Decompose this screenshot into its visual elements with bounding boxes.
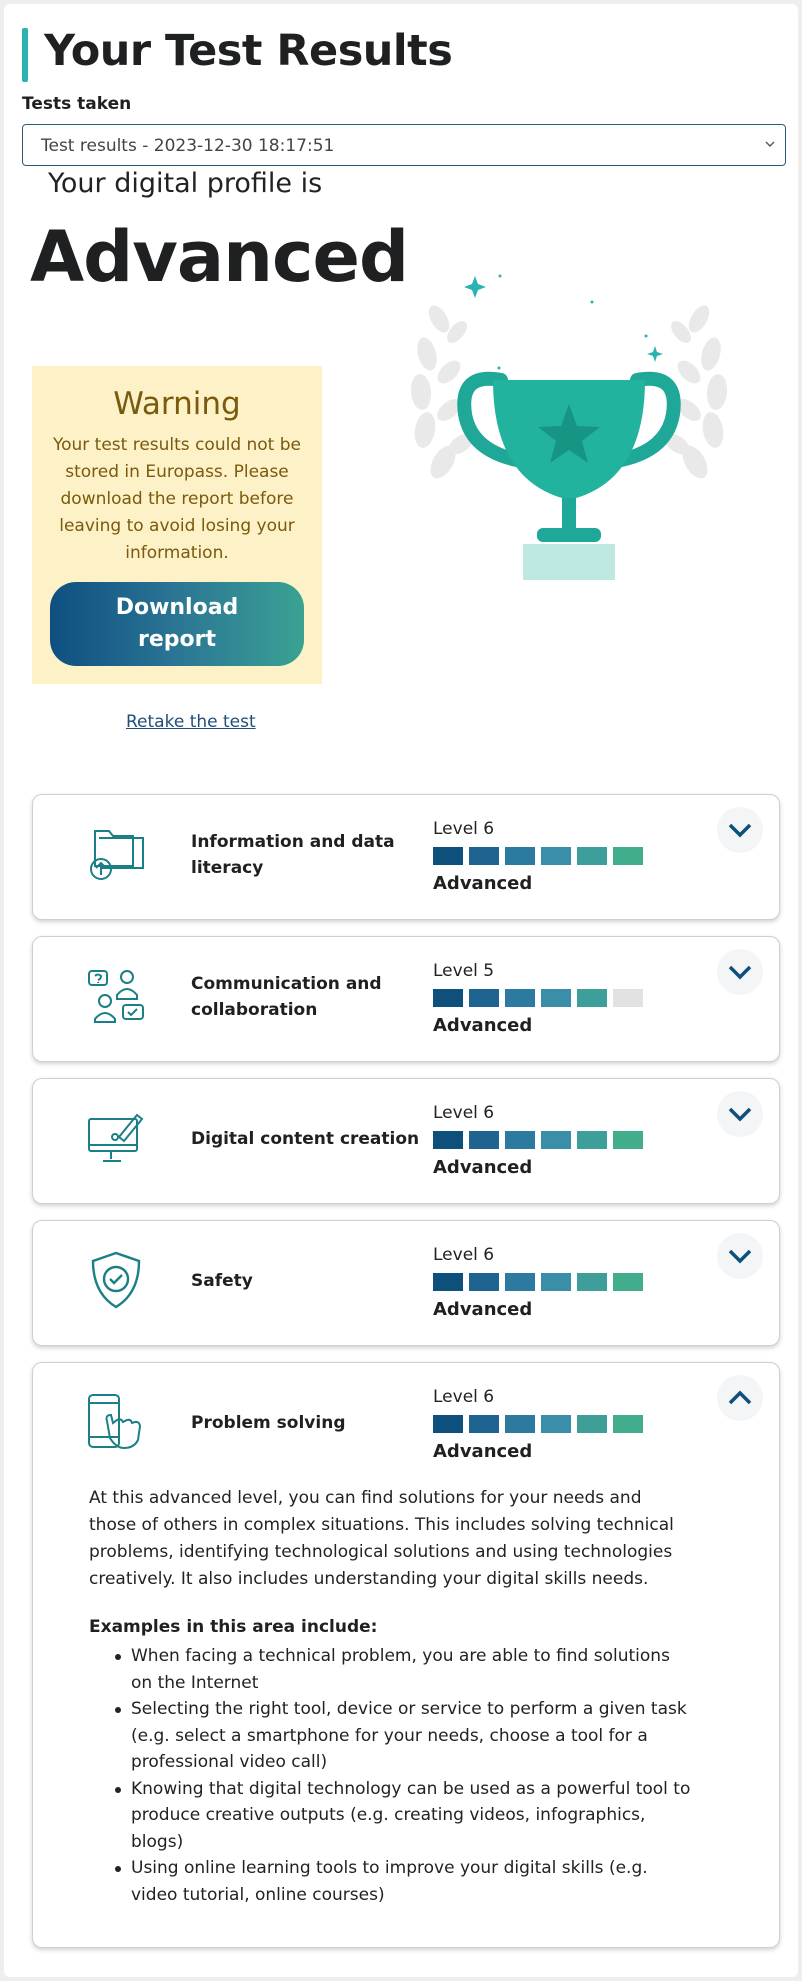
- warning-text: Your test results could not be stored in Europass. Please download the report before leaving to avoid losing your information.: [52, 435, 302, 563]
- level-segment: [577, 1273, 607, 1291]
- level-segment: [541, 989, 571, 1007]
- chevron-down-icon: [763, 137, 777, 151]
- expand-toggle-button[interactable]: [717, 1233, 763, 1279]
- area-level-label: Level 6: [433, 1387, 495, 1407]
- area-description: At this advanced level, you can find solutions for your needs and those of others in complex situations. This includes solving technical problems, identifying technological solutions and using technologies creatively. It also includes understanding your digital skills needs.: [89, 1488, 674, 1589]
- level-segment: [613, 1415, 643, 1433]
- level-segment: [505, 1415, 535, 1433]
- level-segment: [469, 1273, 499, 1291]
- page-title: Your Test Results: [44, 26, 453, 76]
- chevron-down-icon: [726, 960, 754, 984]
- level-segment: [469, 989, 499, 1007]
- tests-taken-label: Tests taken: [22, 94, 132, 114]
- expand-toggle-button[interactable]: [717, 1091, 763, 1137]
- level-segment: [469, 847, 499, 865]
- level-segment: [577, 1131, 607, 1149]
- level-segment: [577, 1415, 607, 1433]
- area-status: Advanced: [433, 1441, 533, 1462]
- area-card-problem-solving[interactable]: [32, 1362, 780, 1948]
- profile-intro: Your digital profile is: [48, 168, 323, 199]
- profile-level: Advanced: [30, 216, 409, 298]
- area-name: Communication and collaboration: [191, 974, 382, 1020]
- download-report-button[interactable]: Download report: [50, 582, 304, 666]
- results-page: [4, 4, 798, 1977]
- folder-upload-icon: [85, 823, 147, 885]
- level-segment: [541, 847, 571, 865]
- area-name: Digital content creation: [191, 1129, 420, 1149]
- chevron-down-icon: [726, 1102, 754, 1126]
- level-segment: [433, 1131, 463, 1149]
- level-segment: [541, 1273, 571, 1291]
- level-segment: [505, 1131, 535, 1149]
- trophy-icon: [399, 264, 739, 584]
- area-card-safety[interactable]: [32, 1220, 780, 1346]
- area-card-content-creation[interactable]: [32, 1078, 780, 1204]
- level-segment: [613, 1273, 643, 1291]
- area-name: Information and data literacy: [191, 832, 395, 878]
- level-segment: [613, 847, 643, 865]
- level-segment: [433, 1273, 463, 1291]
- expand-toggle-button[interactable]: [717, 807, 763, 853]
- level-segment: [433, 989, 463, 1007]
- examples-list: [131, 1643, 691, 1908]
- shield-check-icon: [85, 1249, 147, 1311]
- area-status: Advanced: [433, 1015, 533, 1036]
- list-item: Selecting the right tool, device or service to perform a given task (e.g. select a smartphone for your needs, choose a tool for a professional video call): [131, 1696, 691, 1776]
- level-segment: [505, 847, 535, 865]
- area-status: Advanced: [433, 1157, 533, 1178]
- level-segment: [577, 989, 607, 1007]
- examples-heading: Examples in this area include:: [89, 1617, 378, 1637]
- level-segment: [469, 1415, 499, 1433]
- title-accent-bar: [22, 28, 28, 82]
- level-segment: [505, 989, 535, 1007]
- list-item: Using online learning tools to improve your digital skills (e.g. video tutorial, online courses): [131, 1855, 691, 1908]
- level-segment: [541, 1131, 571, 1149]
- level-segment: [433, 847, 463, 865]
- list-item: Knowing that digital technology can be used as a powerful tool to produce creative outputs (e.g. creating videos, infographics, blogs): [131, 1776, 691, 1856]
- level-segment: [577, 847, 607, 865]
- area-level-label: Level 6: [433, 1103, 495, 1123]
- level-segment: [469, 1131, 499, 1149]
- monitor-pen-icon: [85, 1107, 147, 1169]
- area-level-label: Level 6: [433, 819, 495, 839]
- area-level-label: Level 5: [433, 961, 495, 981]
- area-name: Problem solving: [191, 1413, 346, 1433]
- level-segment: [613, 989, 643, 1007]
- area-name: Safety: [191, 1271, 253, 1291]
- list-item: When facing a technical problem, you are able to find solutions on the Internet: [131, 1643, 691, 1696]
- phone-tap-icon: [85, 1391, 147, 1453]
- area-status: Advanced: [433, 873, 533, 894]
- expand-toggle-button[interactable]: [717, 949, 763, 995]
- level-segment: [541, 1415, 571, 1433]
- collapse-toggle-button[interactable]: [717, 1375, 763, 1421]
- chevron-down-icon: [726, 818, 754, 842]
- retake-test-link[interactable]: Retake the test: [126, 712, 256, 732]
- selected-test-value: Test results - 2023-12-30 18:17:51: [41, 136, 335, 156]
- chevron-up-icon: [726, 1386, 754, 1410]
- area-card-communication[interactable]: [32, 936, 780, 1062]
- level-segment: [433, 1415, 463, 1433]
- warning-title: Warning: [113, 386, 241, 422]
- area-status: Advanced: [433, 1299, 533, 1320]
- storage-warning: [32, 366, 322, 684]
- test-results-select[interactable]: [22, 124, 786, 166]
- area-level-label: Level 6: [433, 1245, 495, 1265]
- level-segment: [613, 1131, 643, 1149]
- area-card-information[interactable]: [32, 794, 780, 920]
- people-chat-icon: [85, 965, 147, 1027]
- level-segment: [505, 1273, 535, 1291]
- chevron-down-icon: [726, 1244, 754, 1268]
